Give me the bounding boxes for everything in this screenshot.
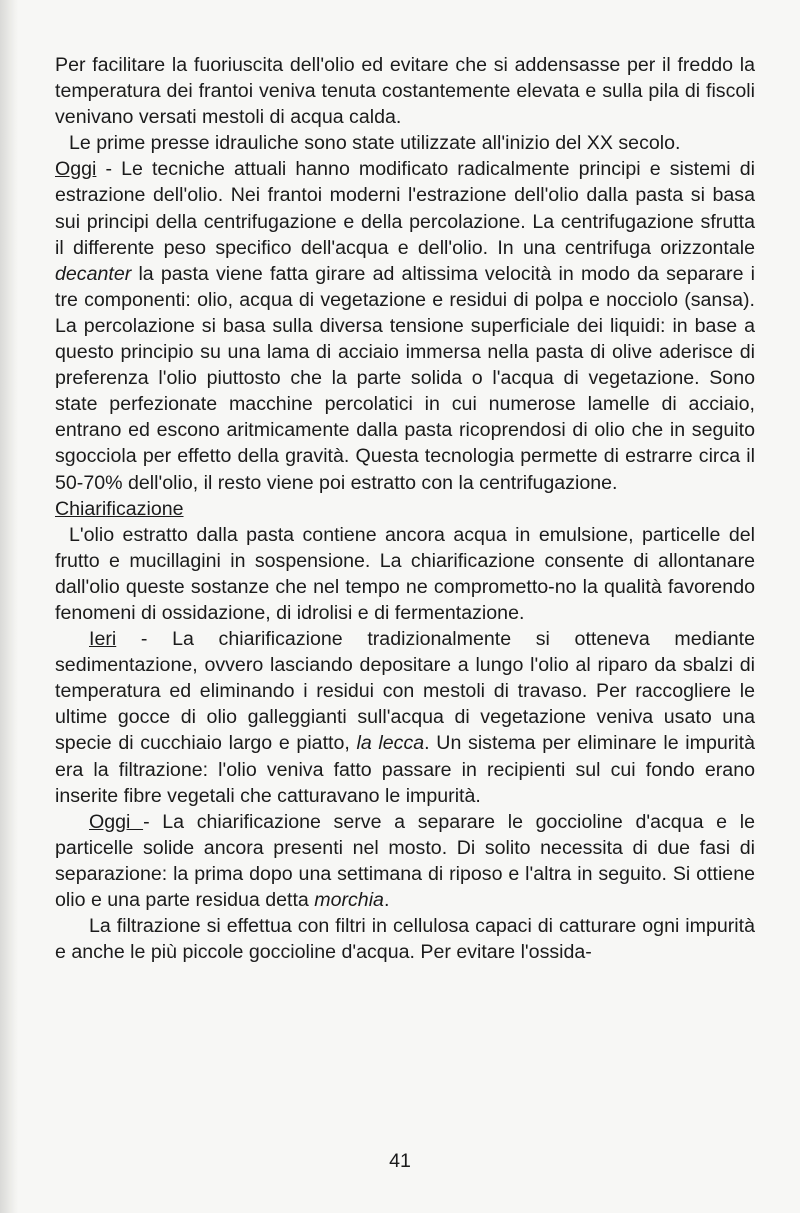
page-number: 41 bbox=[389, 1150, 411, 1172]
paragraph-5-text-after: . Un sistema per eliminare le impurità era la filtrazione: l'olio veniva fatto passare in recipienti sul cui fondo erano inserite fibre vegetali che catturavano le impurità. bbox=[55, 732, 755, 807]
paragraph-5 bbox=[55, 626, 755, 809]
paragraph-4: L'olio estratto dalla pasta contiene ancora acqua in emulsione, particelle del frutto e mucillagini in sospensione. La chiarificazione consente di allontanare dall'olio queste sostanze che nel tempo ne comprometto-no la qualità favorendo fenomeni di ossidazione, di idrolisi e di fermentazione. bbox=[55, 523, 755, 624]
page-body bbox=[55, 52, 755, 965]
paragraph-3 bbox=[55, 156, 755, 495]
paragraph-3-text-before: - Le tecniche attuali hanno modificato radicalmente principi e sistemi di estrazione dell'olio. Nei frantoi moderni l'estrazione dell'olio dalla pasta si basa sui principi della centrifugazione e della percolazione. La centrifugazione sfrutta il differente peso specifico dell'acqua e dell'olio. In una centrifuga orizzontale bbox=[55, 158, 755, 259]
page-edge-shadow bbox=[0, 0, 18, 1213]
section-heading-chiarificazione: Chiarificazione bbox=[55, 497, 184, 520]
term-la-lecca: la lecca bbox=[356, 732, 425, 755]
term-morchia: morchia bbox=[314, 889, 384, 911]
paragraph-6-text-after: . bbox=[383, 889, 390, 911]
label-oggi: Oggi bbox=[55, 158, 97, 181]
paragraph-2: Le prime presse idrauliche sono state utilizzate all'inizio del XX secolo. bbox=[69, 132, 681, 155]
term-decanter: decanter bbox=[55, 262, 132, 285]
paragraph-6 bbox=[55, 809, 755, 913]
paragraph-6-text-before: - La chiarificazione serve a separare le goccioline d'acqua e le particelle solide ancora presenti nel mosto. Di solito necessita di due fasi di separazione: la prima dopo una settimana di riposo e l'altra in seguito. Si ottiene olio e una parte residua detta bbox=[55, 810, 755, 911]
label-ieri: Ieri bbox=[89, 628, 117, 651]
label-oggi-2: Oggi bbox=[89, 810, 144, 833]
paragraph-1: Per facilitare la fuoriuscita dell'olio ed evitare che si addensasse per il freddo la temperatura dei frantoi veniva tenuta costantemente elevata e sulla pila di fiscoli venivano versati mestoli di acqua calda. bbox=[55, 54, 755, 129]
paragraph-7: La filtrazione si effettua con filtri in cellulosa capaci di catturare ogni impurità e anche le più piccole goccioline d'acqua. Per evitare l'ossida- bbox=[55, 915, 755, 964]
paragraph-3-text-after: la pasta viene fatta girare ad altissima velocità in modo da separare i tre componenti: olio, acqua di vegetazione e residui di polpa e nocciolo (sansa). La percolazione si basa sulla diversa tensione superficiale dei liquidi: in base a questo principio su una lama di acciaio immersa nella pasta di olive aderisce di preferenza l'olio piuttosto che la parte solida o l'acqua di vegetazione. Sono state perfezionate macchine percolatici in cui numerose lamelle di acciaio, entrano ed escono aritmicamente dalla pasta ricoprendosi di olio che in seguito sgocciola per effetto della gravità. Questa tecnologia permette di estrarre circa il 50-70% dell'olio, il resto viene poi estratto con la centrifugazione. bbox=[55, 262, 755, 494]
paragraph-5-text-before: - La chiarificazione tradizionalmente si otteneva mediante sedimentazione, ovvero lasciando depositare a lungo l'olio al riparo da sbalzi di temperatura ed eliminando i residui con mestoli di travaso. Per raccogliere le ultime gocce di olio galleggianti sull'acqua di vegetazione veniva usato una specie di cucchiaio largo e piatto, bbox=[55, 628, 755, 755]
